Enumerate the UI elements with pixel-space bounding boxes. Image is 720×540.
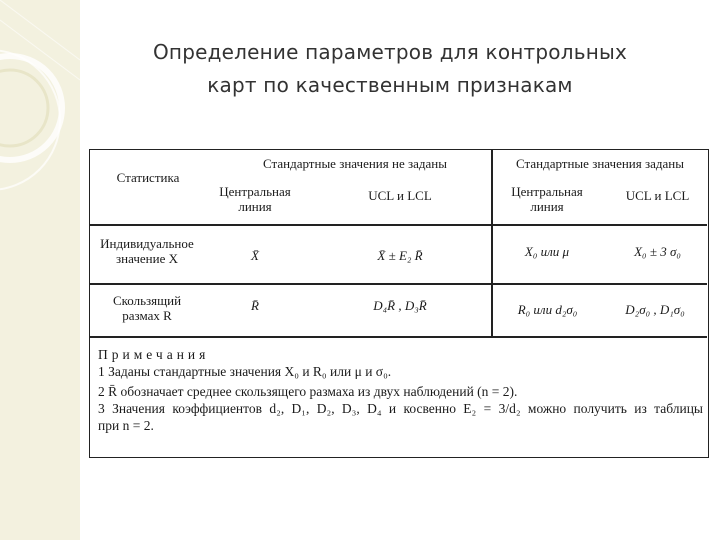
group-header-not-given: Стандартные значения не заданы xyxy=(263,156,447,171)
slide-title-line-2: карт по качественным признакам xyxy=(207,73,573,97)
row-label-individual-value: Индивидуальное значение X xyxy=(100,236,194,266)
column-header-limits-2: UCL и LCL xyxy=(625,188,690,203)
note-2: 2 R̄ обозначает среднее скользящего размаха из двух наблюдений (n = 2). xyxy=(98,384,518,399)
notes-heading: Примечания xyxy=(98,347,210,362)
cell-central-line-not-given: X̄ xyxy=(251,248,259,263)
decorative-sidebar xyxy=(0,0,80,540)
decorative-circles xyxy=(0,0,80,540)
group-header-given: Стандартные значения заданы xyxy=(516,156,684,171)
slide-title xyxy=(100,36,680,102)
cell-central-line-not-given: R̄ xyxy=(251,298,259,313)
cell-central-line-given: X₀ или μ xyxy=(524,244,570,259)
slide-title-line-1: Определение параметров для контрольных xyxy=(152,40,628,64)
column-header-central-line-2: Центральная линия xyxy=(511,184,583,214)
header-divider xyxy=(90,224,707,226)
cell-limits-given: X₀ ± 3 σ₀ xyxy=(634,244,681,259)
group-divider xyxy=(491,150,493,336)
note-1: 1 Заданы стандартные значения X₀ и R₀ или μ и σ₀. xyxy=(98,364,392,379)
column-header-central-line-1: Центральная линия xyxy=(219,184,291,214)
cell-limits-not-given: D₄R̄ , D₃R̄ xyxy=(373,298,427,313)
notes-section xyxy=(98,346,703,434)
row-label-moving-range: Скользящий размах R xyxy=(112,293,182,323)
column-header-statistic: Статистика xyxy=(116,170,180,185)
column-header-limits-1: UCL и LCL xyxy=(368,188,432,203)
table-bottom-divider xyxy=(90,336,707,338)
row-divider xyxy=(90,283,707,285)
cell-limits-not-given: X̄ ± E₂ R̄ xyxy=(377,248,423,263)
cell-limits-given: D₂σ₀ , D₁σ₀ xyxy=(625,302,685,317)
parameters-document xyxy=(89,149,709,458)
note-3-line-2: при n = 2. xyxy=(98,418,154,433)
cell-central-line-given: R₀ или d₂σ₀ xyxy=(517,302,578,317)
note-3-line-1: 3 Значения коэффициентов d₂, D₁, D₂, D₃, D₄ и косвенно E₂ = 3/d₂ можно получить из таблицы xyxy=(98,401,703,416)
